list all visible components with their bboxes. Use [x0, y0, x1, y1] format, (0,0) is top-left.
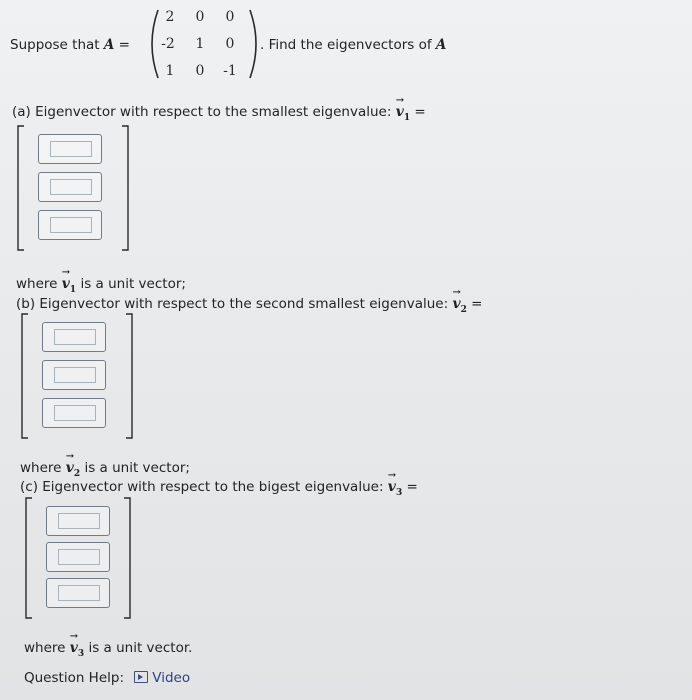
- equals-sign: =: [414, 104, 426, 120]
- matrix-cell-0-2: 0: [225, 9, 235, 25]
- input-box-inner: [54, 405, 96, 421]
- input-box-inner: [50, 217, 92, 233]
- input-box-inner: [50, 179, 92, 195]
- v2-component-3-input[interactable]: [42, 398, 106, 428]
- matrix-cell-0-0: 2: [165, 9, 175, 25]
- part-c-note: [24, 640, 192, 659]
- question-help-label: Question Help:: [24, 670, 124, 686]
- part-a-label: (a) Eigenvector with respect to the smallest eigenvalue:: [12, 104, 392, 120]
- matrix-cell-2-2: -1: [223, 63, 237, 79]
- vector-symbol-v3: → v: [70, 640, 78, 656]
- matrix-symbol: A: [103, 37, 115, 53]
- input-box-inner: [50, 141, 92, 157]
- question-help: [24, 670, 190, 686]
- matrix-cell-1-0: -2: [161, 36, 175, 52]
- note-suffix: is a unit vector.: [88, 640, 193, 656]
- problem-statement: [10, 37, 130, 53]
- part-c-label-line: [20, 479, 418, 498]
- matrix-cell-0-1: 0: [195, 9, 205, 25]
- vector-symbol-v1: → v: [396, 104, 404, 120]
- suffix-symbol: A: [435, 37, 447, 53]
- vector-input-v3: [24, 496, 144, 624]
- equals-sign: =: [471, 296, 483, 312]
- equals-sign: =: [118, 37, 130, 53]
- vector-input-v1: [16, 124, 136, 252]
- part-b-label: (b) Eigenvector with respect to the second smallest eigenvalue:: [16, 296, 449, 312]
- input-box-inner: [58, 513, 100, 529]
- vector-symbol-v2: → v: [452, 296, 460, 312]
- v3-component-2-input[interactable]: [46, 542, 110, 572]
- part-a-note: [16, 276, 186, 295]
- vector-subscript: 2: [73, 468, 81, 479]
- vector-subscript: 3: [395, 487, 403, 498]
- video-icon: [134, 671, 148, 683]
- matrix-cell-1-1: 1: [195, 36, 205, 52]
- part-a-label-line: [12, 104, 426, 123]
- problem-prefix: Suppose that: [10, 37, 100, 53]
- v1-component-3-input[interactable]: [38, 210, 102, 240]
- part-b-note: [20, 460, 190, 479]
- vector-symbol-v1: → v: [62, 276, 70, 292]
- v1-component-1-input[interactable]: [38, 134, 102, 164]
- matrix-cell-2-1: 0: [195, 63, 205, 79]
- problem-suffix-line: [260, 37, 446, 53]
- part-c-label: (c) Eigenvector with respect to the bigest eigenvalue:: [20, 479, 384, 495]
- vector-input-v2: [20, 312, 140, 440]
- input-box-inner: [54, 367, 96, 383]
- note-prefix: where: [24, 640, 66, 656]
- vector-subscript: 2: [460, 304, 467, 315]
- video-help-link[interactable]: [134, 670, 190, 686]
- note-prefix: where: [16, 276, 58, 292]
- vector-subscript: 1: [69, 284, 77, 295]
- vector-symbol-v3: → v: [388, 479, 396, 495]
- vector-subscript: 1: [403, 112, 411, 123]
- vector-subscript: 3: [77, 648, 85, 659]
- note-suffix: is a unit vector;: [80, 276, 186, 292]
- matrix-cell-2-0: 1: [165, 63, 175, 79]
- vector-symbol-v2: → v: [66, 460, 74, 476]
- input-box-inner: [58, 585, 100, 601]
- note-suffix: is a unit vector;: [84, 460, 190, 476]
- input-box-inner: [58, 549, 100, 565]
- problem-suffix: . Find the eigenvectors of: [260, 37, 432, 53]
- v2-component-1-input[interactable]: [42, 322, 106, 352]
- v3-component-1-input[interactable]: [46, 506, 110, 536]
- v3-component-3-input[interactable]: [46, 578, 110, 608]
- v1-component-2-input[interactable]: [38, 172, 102, 202]
- video-link-label: Video: [152, 670, 191, 686]
- v2-component-2-input[interactable]: [42, 360, 106, 390]
- matrix-a: [148, 6, 260, 82]
- input-box-inner: [54, 329, 96, 345]
- equals-sign: =: [406, 479, 418, 495]
- matrix-cell-1-2: 0: [225, 36, 235, 52]
- note-prefix: where: [20, 460, 62, 476]
